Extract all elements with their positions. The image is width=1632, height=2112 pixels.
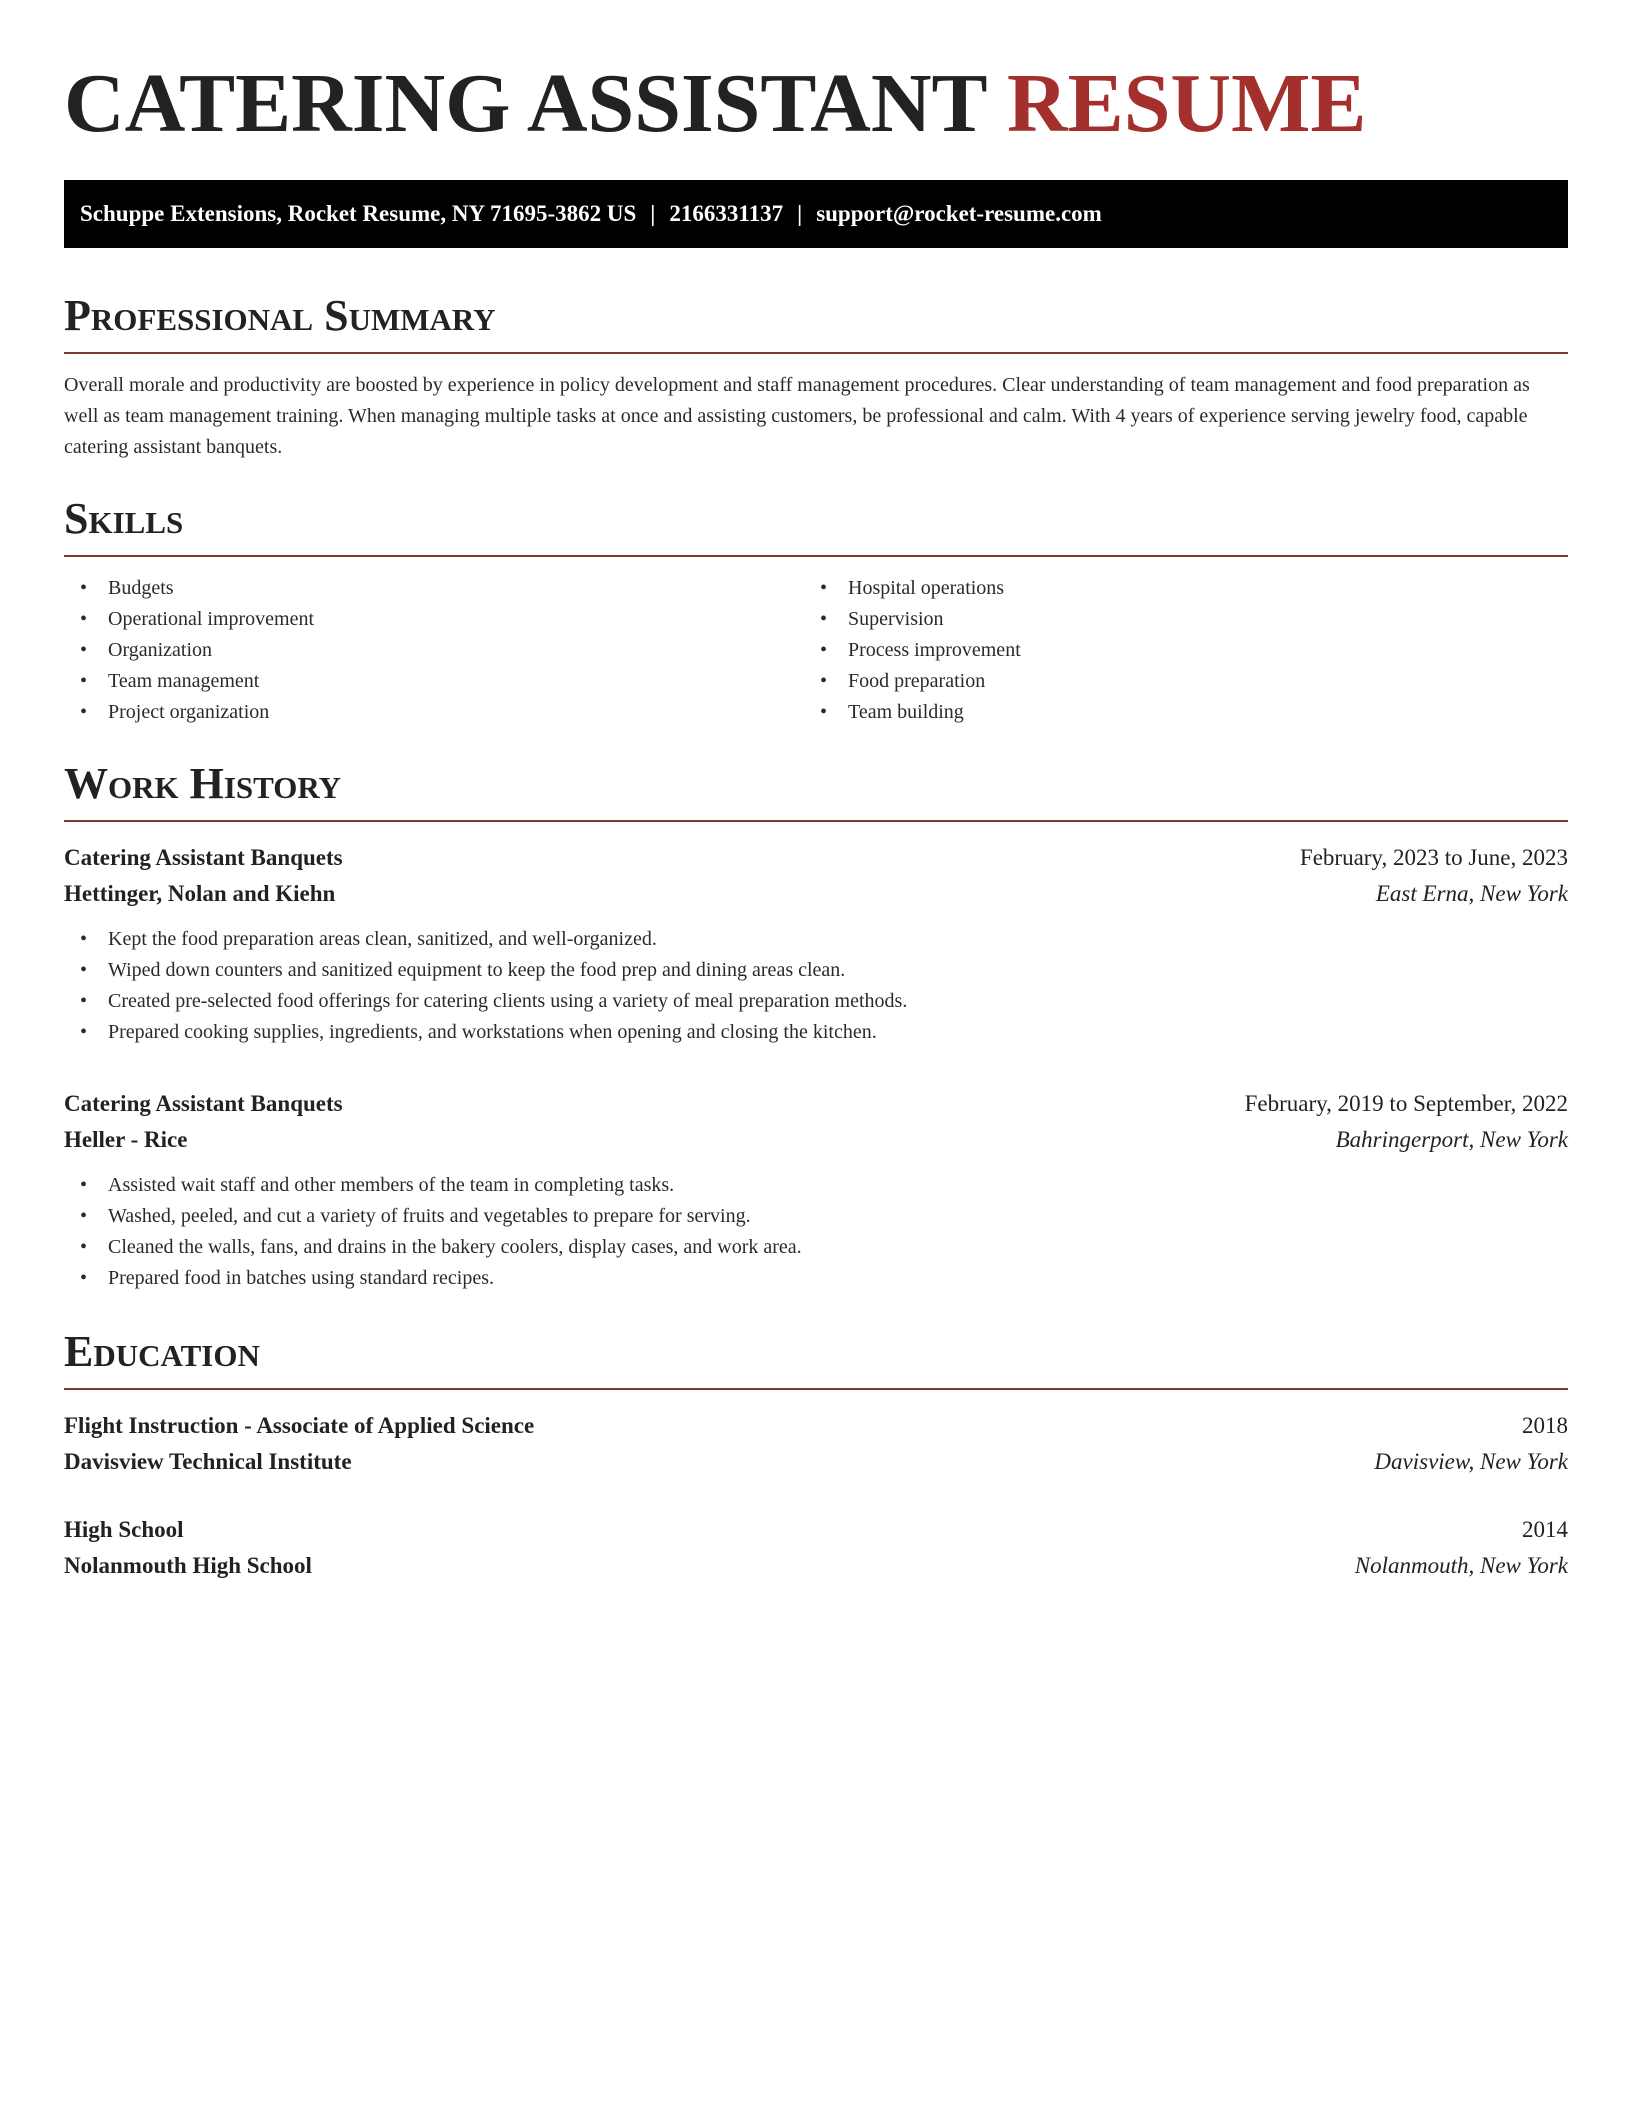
duty-item: • Kept the food preparation areas clean, sanitized, and well-organized. xyxy=(64,924,1568,955)
degree-row xyxy=(64,1512,1568,1548)
graduation-year: 2014 xyxy=(1522,1517,1568,1542)
contact-bar xyxy=(64,180,1568,248)
summary-section xyxy=(64,290,1568,463)
school-location: Davisview, New York xyxy=(1374,1449,1568,1474)
graduation-year: 2018 xyxy=(1522,1413,1568,1438)
education-heading: Education xyxy=(64,1326,1568,1390)
skill-item: • Project organization xyxy=(64,697,804,728)
job-company-row xyxy=(64,876,1568,912)
skills-heading: Skills xyxy=(64,493,1568,557)
skills-column-left xyxy=(64,573,804,728)
duty-item: • Washed, peeled, and cut a variety of fruits and vegetables to prepare for serving. xyxy=(64,1201,1568,1232)
job-title: Catering Assistant Banquets xyxy=(64,845,343,870)
contact-phone: 2166331137 xyxy=(669,201,784,226)
skills-grid xyxy=(64,573,1568,728)
skill-item: • Team management xyxy=(64,666,804,697)
job-title: Catering Assistant Banquets xyxy=(64,1091,343,1116)
skill-item: • Budgets xyxy=(64,573,804,604)
job-location: East Erna, New York xyxy=(1375,881,1568,906)
job-entry xyxy=(64,840,1568,1048)
school-name: Davisview Technical Institute xyxy=(64,1449,352,1474)
title-main: CATERING ASSISTANT xyxy=(64,57,986,150)
skill-item: • Team building xyxy=(804,697,1544,728)
work-history-section xyxy=(64,758,1568,1294)
summary-heading: Professional Summary xyxy=(64,290,1568,354)
school-row xyxy=(64,1444,1568,1480)
job-title-row xyxy=(64,840,1568,876)
degree-name: Flight Instruction - Associate of Applied Science xyxy=(64,1413,535,1438)
skills-section xyxy=(64,493,1568,728)
job-duties xyxy=(64,924,1568,1048)
education-entry xyxy=(64,1512,1568,1584)
job-title-row xyxy=(64,1086,1568,1122)
duty-item: • Cleaned the walls, fans, and drains in the bakery coolers, display cases, and work area. xyxy=(64,1232,1568,1263)
contact-separator: | xyxy=(797,201,803,226)
job-location: Bahringerport, New York xyxy=(1335,1127,1568,1152)
skills-column-right xyxy=(804,573,1544,728)
skill-item: • Process improvement xyxy=(804,635,1544,666)
job-company-row xyxy=(64,1122,1568,1158)
school-row xyxy=(64,1548,1568,1584)
duty-item: • Wiped down counters and sanitized equipment to keep the food prep and dining areas clean. xyxy=(64,955,1568,986)
summary-text: Overall morale and productivity are boosted by experience in policy development and staff management procedures. Clear understanding of team management and food preparation as well as team management training. When managing multiple tasks at once and assisting customers, be professional and calm. With 4 years of experience serving jewelry food, capable catering assistant banquets. xyxy=(64,374,1530,458)
job-company: Hettinger, Nolan and Kiehn xyxy=(64,881,336,906)
education-entry xyxy=(64,1408,1568,1480)
skill-item: • Supervision xyxy=(804,604,1544,635)
school-location: Nolanmouth, New York xyxy=(1354,1553,1568,1578)
education-section xyxy=(64,1326,1568,1584)
contact-address: Schuppe Extensions, Rocket Resume, NY 71695-3862 US xyxy=(80,201,637,226)
resume-title xyxy=(64,58,1568,150)
duty-item: • Created pre-selected food offerings for catering clients using a variety of meal preparation methods. xyxy=(64,986,1568,1017)
skill-item: • Operational improvement xyxy=(64,604,804,635)
skill-item: • Hospital operations xyxy=(804,573,1544,604)
duty-item: • Prepared cooking supplies, ingredients, and workstations when opening and closing the kitchen. xyxy=(64,1017,1568,1048)
job-entry xyxy=(64,1086,1568,1294)
degree-name: High School xyxy=(64,1517,184,1542)
school-name: Nolanmouth High School xyxy=(64,1553,312,1578)
title-accent: RESUME xyxy=(1007,57,1367,150)
skill-item: • Organization xyxy=(64,635,804,666)
contact-email: support@rocket-resume.com xyxy=(816,201,1102,226)
job-dates: February, 2019 to September, 2022 xyxy=(1244,1091,1568,1116)
job-duties xyxy=(64,1170,1568,1294)
contact-separator: | xyxy=(650,201,656,226)
duty-item: • Prepared food in batches using standard recipes. xyxy=(64,1263,1568,1294)
work-history-heading: Work History xyxy=(64,758,1568,822)
job-dates: February, 2023 to June, 2023 xyxy=(1299,845,1568,870)
degree-row xyxy=(64,1408,1568,1444)
duty-item: • Assisted wait staff and other members of the team in completing tasks. xyxy=(64,1170,1568,1201)
job-company: Heller - Rice xyxy=(64,1127,188,1152)
skill-item: • Food preparation xyxy=(804,666,1544,697)
